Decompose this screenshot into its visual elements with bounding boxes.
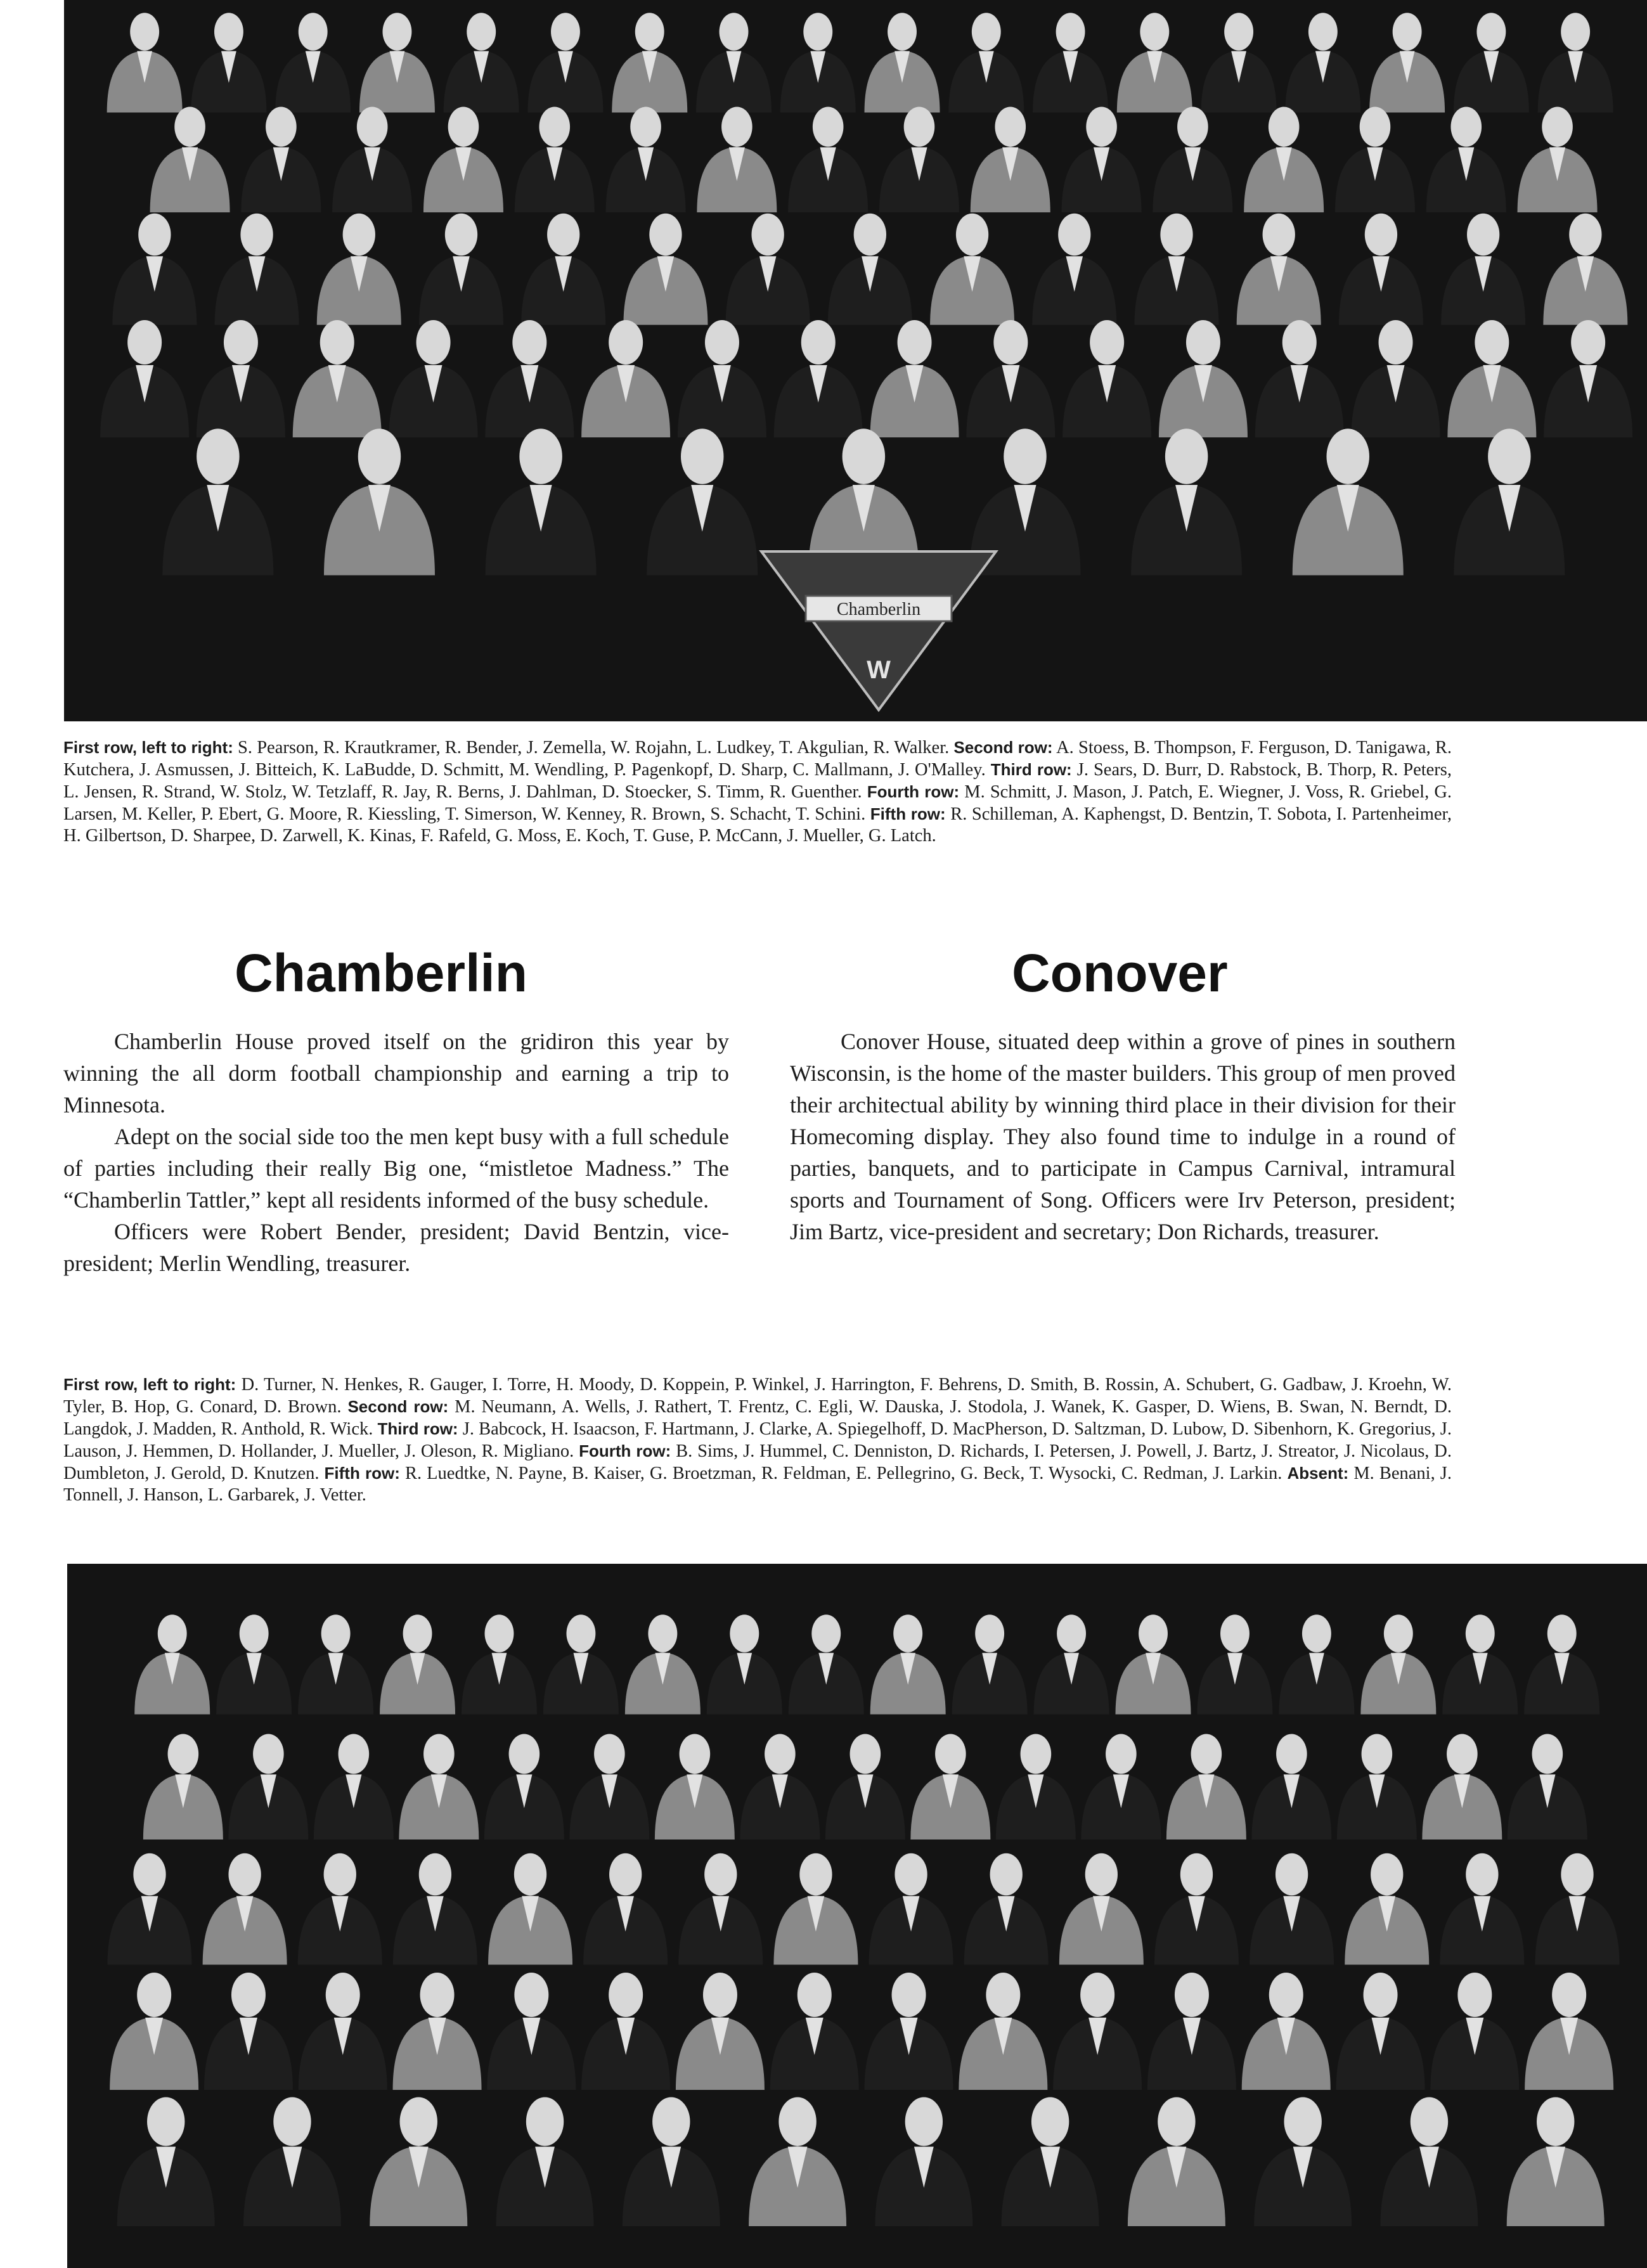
row-label: Fifth row:: [870, 804, 946, 823]
person-head: [512, 320, 546, 364]
row-names: A. Stoess, B. Thompson, F. Ferguson, D. Tanigawa, R. Kutchera, J. Asmussen, J. Bitteich, K. LaBudde, D. Schmitt, M. Wendling, P. Pagenkopf, D. Sharp, C. Mallmann, J. O'Malley.: [63, 738, 1452, 780]
person-head: [1106, 1734, 1137, 1774]
person-head: [1476, 13, 1506, 51]
conover-photo-caption: [63, 1374, 1452, 1506]
person-head: [158, 1614, 187, 1653]
person-head: [1004, 428, 1047, 484]
row-label: Third row:: [990, 760, 1072, 779]
person-head: [1362, 1734, 1393, 1774]
person-head: [1302, 1614, 1331, 1653]
person-head: [1021, 1734, 1052, 1774]
person-head: [1457, 1973, 1492, 2017]
person-head: [1056, 13, 1085, 51]
person-head: [400, 2097, 437, 2146]
person-head: [509, 1734, 540, 1774]
person-head: [1177, 107, 1208, 147]
person-head: [1269, 1973, 1303, 2017]
person-head: [519, 428, 562, 484]
person-head: [1276, 1734, 1307, 1774]
person-head: [357, 107, 388, 147]
person-head: [1224, 13, 1253, 51]
person-head: [893, 1614, 922, 1653]
person-head: [609, 1853, 642, 1896]
person-head: [133, 1853, 165, 1896]
person-head: [539, 107, 570, 147]
chamberlin-photo-caption: [63, 737, 1452, 847]
person-head: [228, 1853, 261, 1896]
row-label: First row, left to right:: [63, 738, 233, 757]
person-head: [358, 428, 401, 484]
conover-article: [790, 1026, 1456, 1247]
chamberlin-heading: Chamberlin: [235, 943, 528, 1003]
person-head: [147, 2097, 184, 2146]
person-head: [995, 107, 1026, 147]
person-head: [1180, 1853, 1213, 1896]
person-head: [898, 320, 932, 364]
person-head: [801, 320, 836, 364]
person-head: [1552, 1973, 1586, 2017]
person-head: [1057, 1614, 1086, 1653]
person-head: [1090, 320, 1124, 364]
person-head: [905, 2097, 943, 2146]
row-label: Second row:: [347, 1397, 449, 1416]
chamberlin-article: [63, 1026, 729, 1279]
person-head: [1058, 214, 1090, 256]
chamberlin-group-photo-graphic: [64, 0, 1647, 721]
person-head: [778, 2097, 816, 2146]
person-head: [240, 1614, 269, 1653]
person-head: [1158, 2097, 1195, 2146]
person-head: [467, 13, 496, 51]
row-label: First row, left to right:: [63, 1375, 236, 1394]
article-paragraph: Officers were Robert Bender, president; David Bentzin, vice-president; Merlin Wendling, treasurer.: [63, 1219, 729, 1276]
article-paragraph: Conover House, situated deep within a grove of pines in southern Wisconsin, is the home of the master builders. This group of men proved their architectual ability by winning third place in their division for their Homecoming display. They also found time to indulge in a round of parties, banquets, and to participate in Campus Carnival, intramural sports and Tournament of Song. Officers were Irv Peterson, president; Jim Bartz, vice-president and secretary; Don Richards, treasurer.: [790, 1029, 1456, 1244]
person-head: [1488, 428, 1531, 484]
person-head: [975, 1614, 1004, 1653]
person-head: [720, 13, 749, 51]
person-head: [1086, 107, 1117, 147]
person-head: [798, 1973, 832, 2017]
person-head: [326, 1973, 360, 2017]
person-head: [1561, 1853, 1593, 1896]
person-head: [888, 13, 917, 51]
person-head: [635, 13, 664, 51]
person-head: [630, 107, 661, 147]
row-label: Fourth row:: [579, 1441, 671, 1460]
conover-group-photo: [67, 1564, 1647, 2268]
person-head: [551, 13, 580, 51]
person-head: [419, 1853, 451, 1896]
person-head: [320, 320, 354, 364]
person-head: [609, 1973, 643, 2017]
banner-letter: W: [867, 656, 891, 684]
person-head: [1379, 320, 1413, 364]
row-label: Second row:: [953, 738, 1053, 757]
article-paragraph: Adept on the social side too the men kept busy with a full schedule of parties including their really Big one, “mistletoe Madness.” The “Chamberlin Tattler,” kept all residents informed of the busy schedule.: [63, 1124, 729, 1213]
person-head: [1308, 13, 1338, 51]
person-head: [273, 2097, 311, 2146]
person-head: [1532, 1734, 1563, 1774]
person-head: [648, 1614, 677, 1653]
person-head: [704, 1853, 737, 1896]
person-head: [895, 1853, 927, 1896]
row-names: S. Pearson, R. Krautkramer, R. Bender, J. Zemella, W. Rojahn, L. Ludkey, T. Akgulian, R. Walker.: [238, 738, 950, 757]
person-head: [652, 2097, 690, 2146]
person-head: [1276, 1853, 1308, 1896]
person-head: [266, 107, 297, 147]
person-head: [1467, 214, 1499, 256]
person-head: [935, 1734, 966, 1774]
person-head: [1160, 214, 1192, 256]
person-head: [799, 1853, 832, 1896]
conover-group-photo-graphic: [67, 1564, 1647, 2268]
person-head: [168, 1734, 199, 1774]
person-head: [526, 2097, 564, 2146]
person-head: [1326, 428, 1369, 484]
person-head: [343, 214, 375, 256]
person-head: [609, 320, 643, 364]
person-head: [1140, 13, 1169, 51]
row-names: J. Sears, D. Burr, D. Rabstock, B. Thorp, R. Peters, L. Jensen, R. Strand, W. Stolz, W. Tetzlaff, R. Jay, R. Berns, J. Dahlman, D. Stoecker, S. Timm, R. Guenther.: [63, 760, 1452, 802]
person-head: [1411, 2097, 1448, 2146]
person-head: [803, 13, 832, 51]
person-head: [382, 13, 411, 51]
row-names: M. Neumann, A. Wells, J. Rathert, T. Frentz, C. Egli, W. Dauska, J. Stodola, J. Wanek, K. Gasper, D. Wiens, B. Swan, N. Berndt, D. Langdok, J. Madden, R. Anthold, R. Wick.: [63, 1397, 1452, 1439]
person-head: [680, 1734, 711, 1774]
person-head: [547, 214, 579, 256]
person-head: [1561, 13, 1590, 51]
person-head: [1371, 1853, 1403, 1896]
person-head: [138, 214, 171, 256]
person-head: [403, 1614, 432, 1653]
person-head: [1384, 1614, 1413, 1653]
person-head: [240, 214, 273, 256]
person-head: [854, 214, 886, 256]
person-head: [1263, 214, 1295, 256]
person-head: [1393, 13, 1422, 51]
row-label: Fifth row:: [324, 1464, 400, 1483]
row-names: J. Babcock, H. Isaacson, F. Hartmann, J. Clarke, A. Spiegelhoff, D. MacPherson, D. Saltzman, D. Lubow, D. Sibenhorn, K. Gregorius, J. Lauson, J. Hemmen, D. Hollander, J. Mueller, J. Oleson, R. Migliano.: [63, 1419, 1452, 1461]
article-paragraph: Chamberlin House proved itself on the gridiron this year by winning the all dorm football championship and earning a trip to Minnesota.: [63, 1029, 729, 1118]
person-head: [993, 320, 1028, 364]
person-head: [137, 1973, 171, 2017]
person-head: [1220, 1614, 1250, 1653]
banner-text: Chamberlin: [836, 600, 921, 619]
person-head: [703, 1973, 737, 2017]
person-head: [1284, 2097, 1321, 2146]
person-head: [1139, 1614, 1168, 1653]
person-head: [751, 214, 784, 256]
person-head: [1080, 1973, 1114, 2017]
person-head: [324, 1853, 356, 1896]
chamberlin-group-photo: [64, 0, 1647, 721]
person-head: [730, 1614, 759, 1653]
person-head: [231, 1973, 266, 2017]
person-head: [1466, 1853, 1498, 1896]
person-head: [1447, 1734, 1478, 1774]
person-head: [321, 1614, 351, 1653]
person-head: [972, 13, 1001, 51]
person-head: [1542, 107, 1573, 147]
person-head: [1031, 2097, 1069, 2146]
person-head: [417, 320, 451, 364]
person-head: [420, 1973, 455, 2017]
person-head: [850, 1734, 881, 1774]
person-head: [253, 1734, 284, 1774]
person-head: [1364, 1973, 1398, 2017]
person-head: [1165, 428, 1208, 484]
row-label: Fourth row:: [867, 782, 960, 801]
person-head: [127, 320, 162, 364]
row-names: R. Luedtke, N. Payne, B. Kaiser, G. Broetzman, R. Feldman, E. Pellegrino, G. Beck, T. Wysocki, C. Redman, J. Larkin.: [404, 1464, 1282, 1483]
person-head: [130, 13, 159, 51]
person-head: [339, 1734, 370, 1774]
person-head: [448, 107, 479, 147]
person-head: [214, 13, 243, 51]
conover-heading: Conover: [1012, 943, 1228, 1003]
person-head: [1547, 1614, 1577, 1653]
person-head: [721, 107, 752, 147]
person-head: [1085, 1853, 1118, 1896]
person-head: [445, 214, 477, 256]
person-head: [514, 1973, 548, 2017]
person-head: [174, 107, 205, 147]
person-head: [1282, 320, 1317, 364]
person-head: [649, 214, 681, 256]
person-head: [1186, 320, 1220, 364]
person-head: [813, 107, 844, 147]
person-head: [1191, 1734, 1222, 1774]
person-head: [485, 1614, 514, 1653]
person-head: [1571, 320, 1605, 364]
person-head: [892, 1973, 926, 2017]
person-head: [514, 1853, 546, 1896]
person-head: [423, 1734, 455, 1774]
person-head: [904, 107, 935, 147]
person-head: [1365, 214, 1397, 256]
person-head: [594, 1734, 625, 1774]
person-head: [1466, 1614, 1495, 1653]
person-head: [224, 320, 258, 364]
person-head: [986, 1973, 1020, 2017]
row-names: B. Sims, J. Hummel, C. Denniston, D. Richards, I. Petersen, J. Powell, J. Bartz, J. Streator, J. Nicolaus, D. Dumbleton, J. Gerold, D. Knutzen.: [63, 1441, 1452, 1483]
person-head: [197, 428, 240, 484]
person-head: [1175, 1973, 1209, 2017]
person-head: [1450, 107, 1482, 147]
person-head: [1360, 107, 1391, 147]
person-head: [1537, 2097, 1574, 2146]
person-head: [990, 1853, 1023, 1896]
person-head: [956, 214, 988, 256]
person-head: [705, 320, 739, 364]
person-head: [843, 428, 886, 484]
person-head: [681, 428, 724, 484]
person-head: [1269, 107, 1300, 147]
absent-names: M. Benani, J. Tonnell, J. Hanson, L. Garbarek, J. Vetter.: [63, 1464, 1452, 1505]
person-head: [1475, 320, 1509, 364]
person-head: [765, 1734, 796, 1774]
person-head: [1569, 214, 1601, 256]
person-head: [299, 13, 328, 51]
person-head: [566, 1614, 595, 1653]
absent-label: Absent:: [1287, 1464, 1349, 1483]
person-head: [811, 1614, 841, 1653]
row-names: M. Schmitt, J. Mason, J. Patch, E. Wiegner, J. Voss, R. Griebel, G. Larsen, M. Keller, P. Ebert, G. Moore, R. Kiessling, T. Simerson, W. Kenney, R. Brown, S. Schacht, T. Schini.: [63, 782, 1452, 824]
row-label: Third row:: [377, 1419, 458, 1438]
row-names: D. Turner, N. Henkes, R. Gauger, I. Torre, H. Moody, D. Koppein, P. Winkel, J. Harrington, F. Behrens, D. Smith, B. Rossin, A. Schubert, G. Gadbaw, J. Kroehn, W. Tyler, B. Hop, G. Conard, D. Brown.: [63, 1375, 1452, 1417]
row-names: R. Schilleman, A. Kaphengst, D. Bentzin, T. Sobota, I. Partenheimer, H. Gilbertson, D. Sharpee, D. Zarwell, K. Kinas, F. Rafeld, G. Moss, E. Koch, T. Guse, P. McCann, J. Mueller, G. Latch.: [63, 804, 1452, 846]
